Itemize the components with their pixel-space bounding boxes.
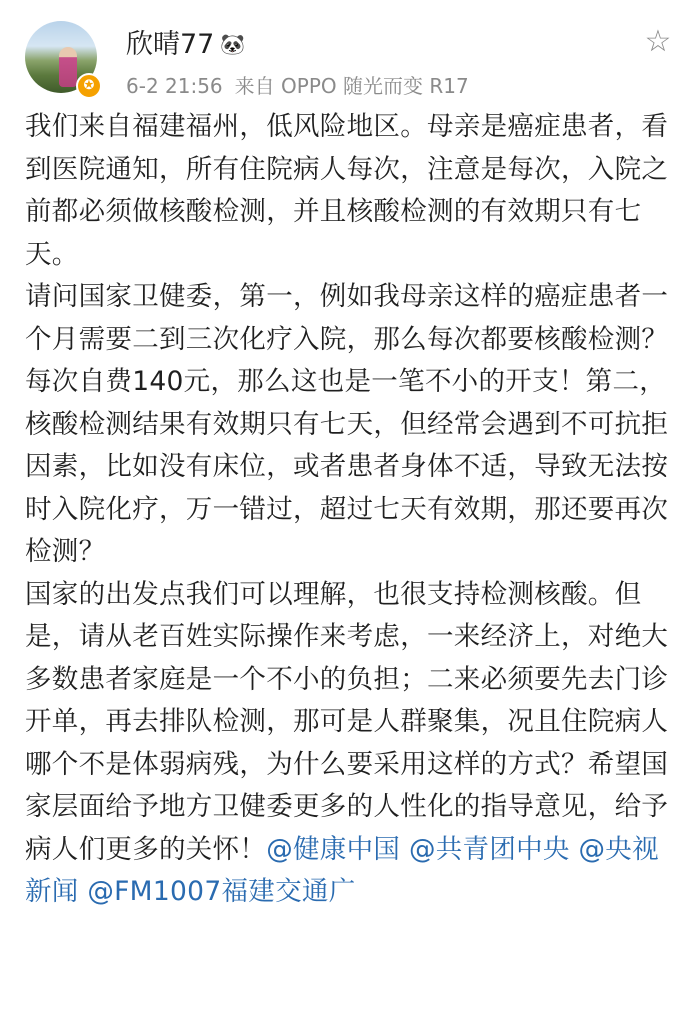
post-body: [25, 106, 675, 914]
paragraph-1: 我们来自福建福州，低风险地区。母亲是癌症患者，看到医院通知，所有住院病人每次，注意是每次，入院之前都必须做核酸检测，并且核酸检测的有效期只有七天。: [25, 111, 669, 270]
avatar-photo: [59, 47, 77, 87]
username-text[interactable]: 欣晴77: [126, 29, 215, 60]
mention-link[interactable]: @FM1007福建交通广: [87, 876, 356, 907]
favorite-star-icon[interactable]: ☆: [644, 24, 672, 59]
post-source: 来自 OPPO 随光而变 R17: [234, 74, 469, 98]
post-meta: [126, 70, 469, 99]
username[interactable]: [126, 22, 245, 61]
paragraph-3: [25, 574, 675, 914]
mention-link[interactable]: @央视新闻: [25, 833, 659, 907]
paragraph-3-text: 国家的出发点我们可以理解，也很支持检测核酸。但是，请从老百姓实际操作来考虑，一来经济上，对绝大多数患者家庭是一个不小的负担；二来必须要先去门诊开单，再去排队检测，那可是人群聚集，况且住院病人哪个不是体弱病残，为什么要采用这样的方式？希望国家层面给予地方卫健委更多的人性化的指导意见，给予病人们更多的关怀！: [25, 578, 669, 865]
bottom-fade: [0, 1008, 700, 1020]
paragraph-2: 请问国家卫健委，第一，例如我母亲这样的癌症患者一个月需要二到三次化疗入院，那么每次都要核酸检测？每次自费140元，那么这也是一笔不小的开支！第二，核酸检测结果有效期只有七天，但经常会遇到不可抗拒因素，比如没有床位，或者患者身体不适，导致无法按时入院化疗，万一错过，超过七天有效期，那还要再次检测？: [25, 281, 669, 567]
post-header: [0, 0, 700, 108]
mention-link[interactable]: @健康中国: [266, 833, 401, 865]
mention-link[interactable]: @共青团中央: [408, 833, 570, 865]
post-time: 6-2 21:56: [126, 74, 223, 98]
panda-emoji-icon: 🐼: [220, 32, 246, 56]
verified-badge-icon: ✪: [76, 73, 102, 99]
